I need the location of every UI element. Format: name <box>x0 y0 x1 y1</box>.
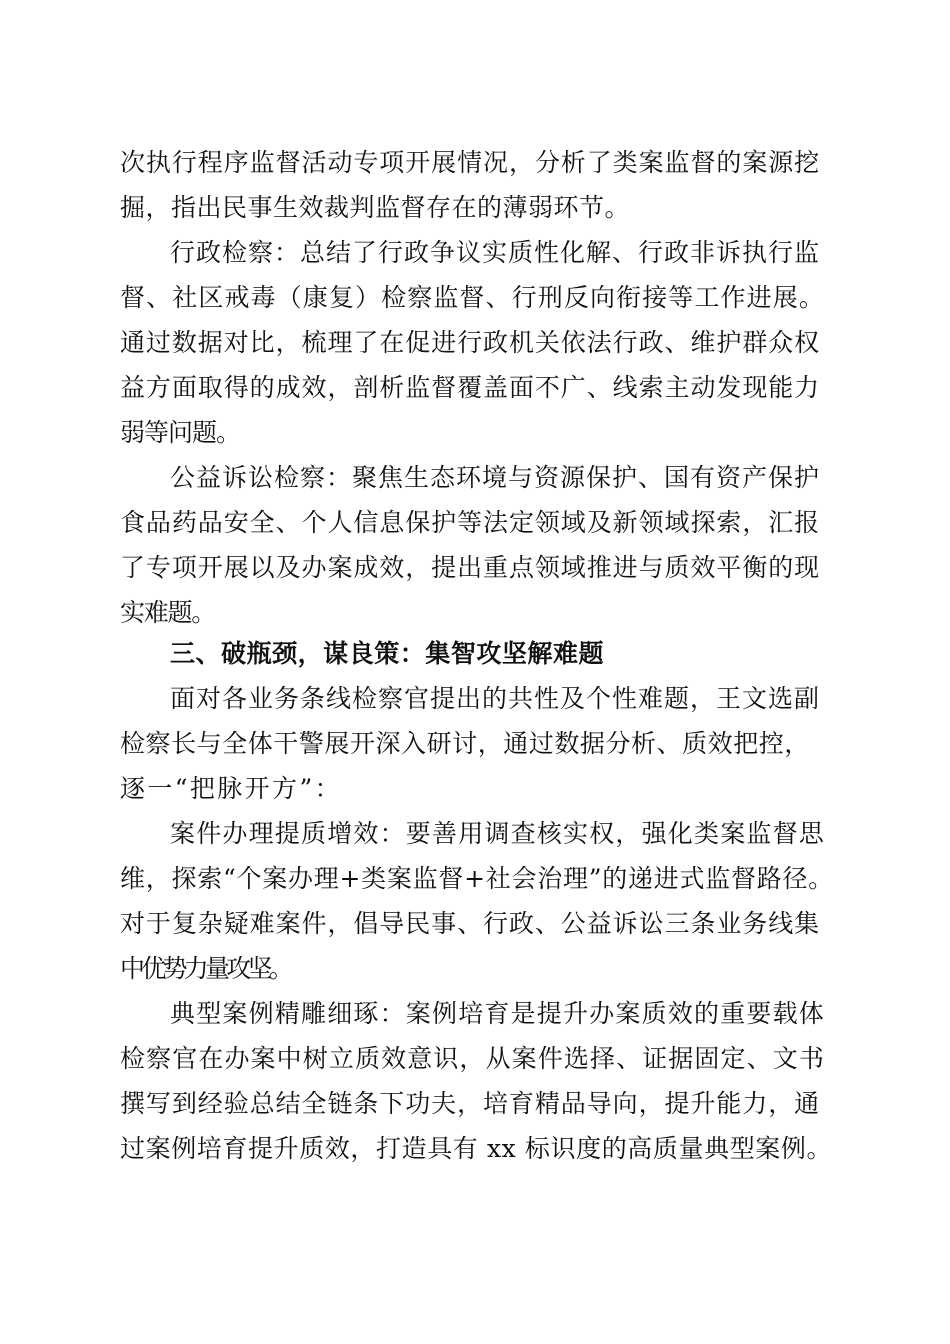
text-line <box>120 593 950 633</box>
section-heading <box>170 634 950 674</box>
text-line-content: 检察官在办案中树立质效意识，从案件选择、证据固定、文书 <box>120 1044 825 1073</box>
text-line-content: 弱等问题。 <box>120 418 241 447</box>
text-line-content: 次执行程序监督活动专项开展情况，分析了类案监督的案源挖 <box>120 148 821 177</box>
text-line-content: 督、社区戒毒（康复）检察监督、行刑反向衔接等工作进展。 <box>120 283 825 312</box>
text-line-content: 典型案例精雕细琢：案例培育是提升办案质效的重要载体 <box>170 999 826 1028</box>
text-line-content: 公益诉讼检察：聚焦生态环境与资源保护、国有资产保护 <box>170 463 821 492</box>
text-line <box>120 143 950 183</box>
text-line <box>120 278 950 318</box>
text-line <box>120 503 950 543</box>
text-line-content: 实难题。 <box>120 598 216 627</box>
text-line <box>120 1129 950 1169</box>
text-line-content: 益方面取得的成效，剖析监督覆盖面不广、线索主动发现能力 <box>120 373 821 402</box>
paragraph-first-line <box>170 814 950 854</box>
text-line-content: 逐一“把脉开方”： <box>120 774 342 803</box>
text-line <box>120 769 950 809</box>
text-line-content: 通过数据对比，梳理了在促进行政机关依法行政、维护群众权 <box>120 328 821 357</box>
text-line-content: 案件办理提质增效：要善用调查核实权，强化类案监督思 <box>170 819 826 848</box>
paragraph-first-line <box>170 679 950 719</box>
text-line-content: 撰写到经验总结全链条下功夫，培育精品导向，提升能力，通 <box>120 1089 821 1118</box>
text-line-content: 检察长与全体干警展开深入研讨，通过数据分析、质效把控， <box>120 729 810 758</box>
paragraph-first-line <box>170 994 950 1034</box>
text-line <box>120 548 950 588</box>
text-line-content: 了专项开展以及办案成效，提出重点领域推进与质效平衡的现 <box>120 553 821 582</box>
text-line-content: 面对各业务条线检察官提出的共性及个性难题，王文选副 <box>170 684 821 713</box>
text-line <box>120 1039 950 1079</box>
text-line <box>120 1084 950 1124</box>
text-line <box>120 904 950 944</box>
text-line-content: 行政检察：总结了行政争议实质性化解、行政非诉执行监 <box>170 238 821 267</box>
text-line <box>120 724 950 764</box>
text-line-content: 维，探索“个案办理+类案监督+社会治理”的递进式监督路径。 <box>120 864 834 893</box>
text-line <box>120 323 950 363</box>
paragraph-first-line <box>170 458 950 498</box>
text-line <box>120 413 950 453</box>
text-line-content: 对于复杂疑难案件，倡导民事、行政、公益诉讼三条业务线集 <box>120 909 821 938</box>
text-line <box>120 368 950 408</box>
paragraph-first-line <box>170 233 950 273</box>
text-line <box>120 188 950 228</box>
text-line <box>120 859 950 899</box>
text-line-content: 中优势力量攻坚。 <box>120 954 291 983</box>
text-line-content: 食品药品安全、个人信息保护等法定领域及新领域探索，汇报 <box>120 508 821 537</box>
text-line <box>120 949 950 989</box>
section-heading-text: 三、破瓶颈，谋良策：集智攻坚解难题 <box>170 639 605 668</box>
text-line-content: 过案例培育提升质效，打造具有 xx 标识度的高质量典型案例。 <box>120 1134 833 1163</box>
text-line-content: 掘，指出民事生效裁判监督存在的薄弱环节。 <box>120 193 631 222</box>
